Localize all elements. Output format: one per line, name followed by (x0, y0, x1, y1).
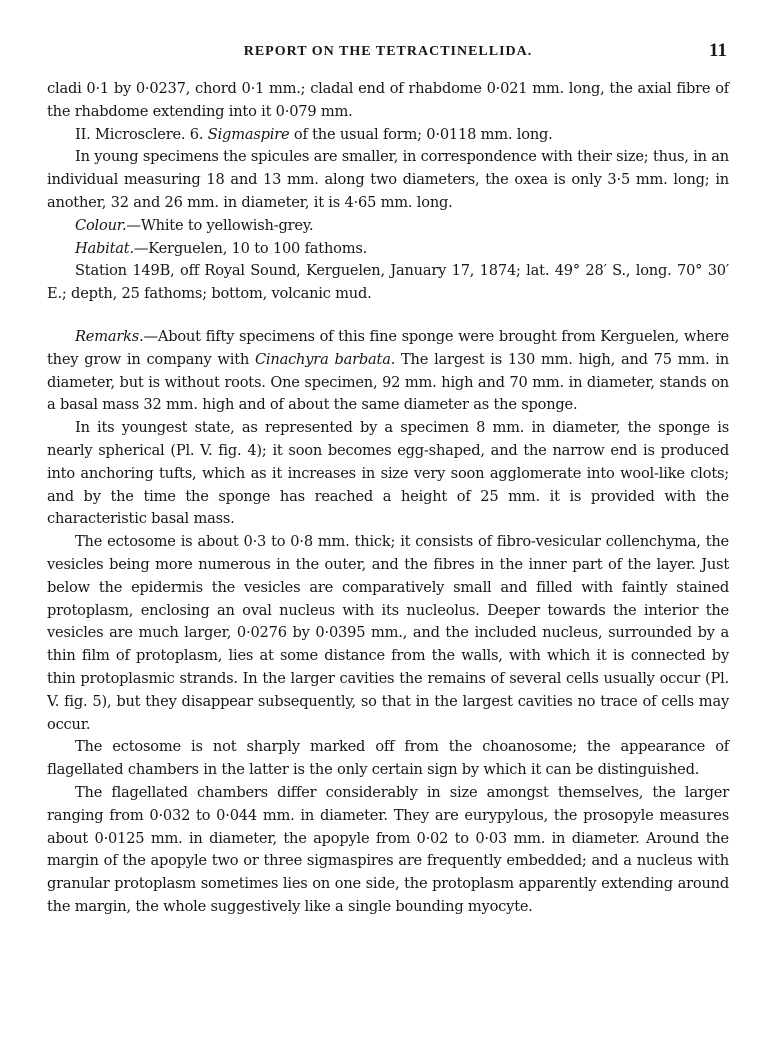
paragraph-colour (47, 215, 729, 238)
colour-label: Colour. (75, 216, 127, 234)
page-header (47, 38, 729, 68)
colour-text: —White to yellowish-grey. (126, 216, 314, 234)
habitat-text: —Kerguelen, 10 to 100 fathoms. (133, 239, 368, 257)
paragraph-station: Station 149B, off Royal Sound, Kerguelen, January 17, 1874; lat. 49° 28′ S., long. 70° 30′ E.; depth, 25 fathoms; bottom, volcanic mud. (47, 262, 729, 303)
remarks-text: —About fifty specimens of this fine sponge were brought from Kerguelen, where they grow in company with (47, 327, 729, 368)
paragraph-ectosome: The ectosome is about 0·3 to 0·8 mm. thick; it consists of fibro-vesicular collenchyma, the vesicles being more numerous in the outer, and the fibres in the inner part of the layer. Just below the epidermis the vesicles are comparatively small and filled with faintly stained protoplasm, enclosing an oval nucleus with its nucleolus. Deeper towards the interior the vesicles are much larger, 0·0276 by 0·0395 mm., and the included nucleus, surrounded by a thin film of protoplasm, lies at some distance from the walls, with which it is connected by thin protoplasmic strands. In the larger cavities the remains of several cells usually occur (Pl. V. fig. 5), but they disappear subsequently, so that in the largest cavities no trace of cells may occur. (47, 533, 729, 733)
cinachyra-term: Cinachyra barbata. (254, 350, 396, 368)
paragraph-choanosome: The ectosome is not sharply marked off from the choanosome; the appearance of flagellated chambers in the latter is the only certain sign by which it can be distinguished. (47, 738, 729, 779)
sigmaspire-term: Sigmaspire (207, 125, 290, 143)
running-title: REPORT ON THE TETRACTINELLIDA. (243, 44, 533, 59)
remarks-text-continued: The largest is 130 mm. high, and 75 mm. in diameter, but is without roots. One specimen, 92 mm. high and 70 mm. in diameter, stands on a basal mass 32 mm. high and of about the same diameter as the sponge. (47, 350, 730, 414)
body-text (47, 78, 729, 919)
habitat-label: Habitat. (75, 239, 134, 257)
remarks-label: Remarks. (75, 327, 144, 345)
sigmaspire-text: of the usual form; 0·0118 mm. long. (289, 125, 553, 143)
document-page (47, 38, 729, 919)
paragraph-young-specimens: In young specimens the spicules are smaller, in correspondence with their size; thus, in an individual measuring 18 and 13 mm. along two diameters, the oxea is only 3·5 mm. long; in another, 32 and 26 mm. in diameter, it is 4·65 mm. long. (47, 148, 729, 211)
paragraph-flagellated-chambers: The flagellated chambers differ considerably in size amongst themselves, the larger ranging from 0·032 to 0·044 mm. in diameter. They are eurypylous, the prosopyle measures about 0·0125 mm. in diameter, the apopyle from 0·02 to 0·03 mm. in diameter. Around the margin of the apopyle two or three sigmaspires are frequently embedded; and a nucleus with granular protoplasm sometimes lies on one side, the protoplasm apparently extending around the margin, the whole suggestively like a single bounding myocyte. (47, 783, 729, 915)
paragraph-microsclere (47, 124, 729, 147)
microsclere-text: II. Microsclere. 6. (75, 125, 208, 143)
section-gap (47, 306, 729, 326)
page-number: 11 (709, 40, 727, 61)
paragraph-remarks (47, 326, 729, 417)
paragraph-cladi: cladi 0·1 by 0·0237, chord 0·1 mm.; cladal end of rhabdome 0·021 mm. long, the axial fibre of the rhabdome extending into it 0·079 mm. (47, 80, 729, 120)
paragraph-youngest-state: In its youngest state, as represented by a specimen 8 mm. in diameter, the sponge is nearly spherical (Pl. V. fig. 4); it soon becomes egg-shaped, and the narrow end is produced into anchoring tufts, which as it increases in size very soon agglomerate into wool-like clots; and by the time the sponge has reached a height of 25 mm. it is provided with the characteristic basal mass. (47, 419, 729, 528)
paragraph-habitat (47, 238, 729, 261)
